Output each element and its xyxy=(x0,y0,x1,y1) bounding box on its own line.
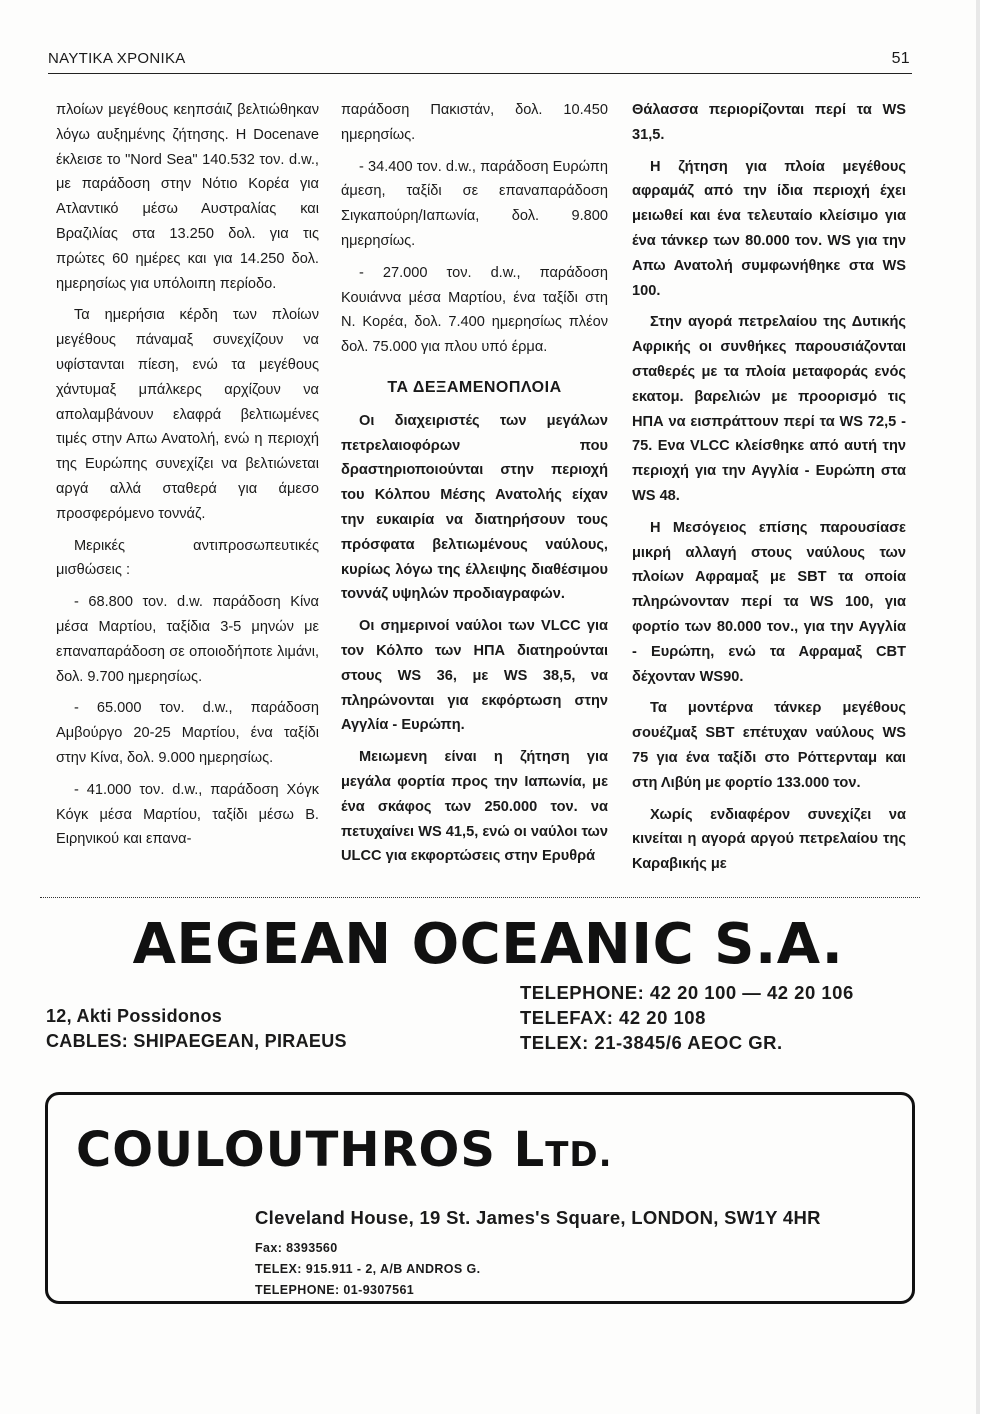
couloutros-ad-title xyxy=(76,1122,613,1178)
article-column-3 xyxy=(632,98,906,884)
paragraph: παράδοση Πακιστάν, δολ. 10.450 ημερησίως. xyxy=(341,102,608,143)
paragraph: Οι σημερινοί ναύλοι των VLCC για τον Κόλπο των ΗΠΑ διατηρούνται στους WS 36, με WS 38,5, να πληρώνονται για εκφόρτωση στην Αγγλία - Ευρώπη. xyxy=(341,618,608,734)
paragraph: Μειωμενη είναι η ζήτηση για μεγάλα φορτία προς την Ιαπωνία, με ένα σκάφος των 250.000 τον. να πετυχαίνει WS 41,5, ενώ οι ναύλοι των ULCC για εκφορτώσεις στην Ερυθρά xyxy=(341,749,608,865)
aegean-address-block xyxy=(46,1004,347,1054)
paragraph: - 41.000 τον. d.w., παράδοση Χόγκ Κόγκ μέσα Μαρτίου, ταξίδι μέσω Β. Ειρηνικού και επανα- xyxy=(56,781,319,848)
page-header xyxy=(48,50,910,72)
paragraph: Τα ημερήσια κέρδη των πλοίων μεγέθους πάναμαξ συνεχίζουν να υφίστανται πίεση, ενώ τα μεγέθους χάντυμαξ μπάλκερς αρχίζουν να απολαμβάνουν ελαφρά βελτιωμένες τιμές στην Απω Ανατολή, ενώ η περιοχή της Ευρώπης συνεχίζει να βελτιώνεται αργά αλλά σταθερά για άμεσο προσφερόμενο τοννάζ. xyxy=(56,307,319,522)
couloutros-fax: Fax: 8393560 xyxy=(255,1241,338,1255)
article-column-1 xyxy=(56,98,319,859)
paragraph: - 68.800 τον. d.w. παράδοση Κίνα μέσα Μαρτίου, ταξίδια 3-5 μηνών με επαναπαράδοση σε οποιοδήποτε λιμάνι, δολ. 9.700 ημερησίως. xyxy=(56,594,319,685)
page-number: 51 xyxy=(891,50,910,67)
aegean-telephone: TELEPHONE: 42 20 100 — 42 20 106 xyxy=(520,982,854,1003)
paragraph: πλοίων μεγέθους κεηπσάιζ βελτιώθηκαν λόγω αυξημένης ζήτησης. Η Docenave έκλεισε το "Nord Sea" 140.532 τον. d.w., με παράδοση στην Νότιο Κορέα για Ατλαντικό μέσω Αυστραλίας και Βραζιλίας στα 13.250 δολ. για τις πρώτες 60 ημέρες και για 14.250 δολ. ημερησίως για υπόλοιπη περίοδο. xyxy=(56,102,319,292)
paragraph: Θάλασσα περιορίζονται περί τα WS 31,5. xyxy=(632,102,906,143)
journal-title: ΝΑΥΤΙΚΑ ΧΡΟΝΙΚΑ xyxy=(48,50,186,67)
couloutros-title-suffix: TD. xyxy=(545,1135,613,1175)
aegean-address-line: 12, Akti Possidonos xyxy=(46,1006,223,1026)
aegean-telefax: TELEFAX: 42 20 108 xyxy=(520,1007,706,1028)
aegean-telex: TELEX: 21-3845/6 AEOC GR. xyxy=(520,1032,783,1053)
paragraph: Μερικές αντιπροσωπευτικές μισθώσεις : xyxy=(56,537,319,579)
page-edge xyxy=(976,0,980,1414)
couloutros-title-main: COULOUTHROS L xyxy=(76,1122,546,1178)
paragraph: Η ζήτηση για πλοία μεγέθους αφραμάζ από την ίδια περιοχή έχει μειωθεί και ένα τελευταίο κλείσιμο για ένα τάνκερ των 80.000 τον. WS για την Απω Ανατολή συμφωνήθηκε στα WS 100. xyxy=(632,158,906,299)
couloutros-contact-block xyxy=(255,1238,481,1301)
aegean-ad-title: AEGEAN OCEANIC S.A. xyxy=(132,912,844,977)
section-heading: ΤΑ ΔΕΞΑΜΕΝΟΠΛΟΙΑ xyxy=(387,378,562,396)
paragraph: - 27.000 τον. d.w., παράδοση Κουιάννα μέσα Μαρτίου, ένα ταξίδι στη Ν. Κορέα, δολ. 7.400 ημερησίως πλέον δολ. 75.000 για πλου υπό έρμα. xyxy=(341,264,608,356)
aegean-contact-block xyxy=(520,980,854,1055)
paragraph: Χωρίς ενδιαφέρον συνεχίζει να κινείται η αγορά αργού πετρελαίου της Καραβικής με xyxy=(632,806,906,873)
paragraph: Τα μοντέρνα τάνκερ μεγέθους σουέζμαξ SBT επέτυχαν ναύλους WS 75 για ένα ταξίδι στο Ρόττερνταμ και στη Λιβύη με φορτίο 133.000 τον. xyxy=(632,700,906,791)
paragraph: Η Μεσόγειος επίσης παρουσίασε μικρή αλλαγή στους ναύλους των πλοίων Αφραμαξ με SBT τα οποία πληρώνονταν περί τα WS 100, για φορτίο των 80.000 τον., για την Αγγλία - Ευρώπη, ενώ τα Αφραμαξ CBT δέχονταν WS90. xyxy=(632,519,906,685)
paragraph: - 34.400 τον. d.w., παράδοση Ευρώπη άμεση, ταξίδι σε επαναπαράδοση Σιγκαπούρη/Ιαπωνία, δολ. 9.800 ημερησίως. xyxy=(341,158,608,249)
article-column-2 xyxy=(341,98,608,876)
couloutros-telephone: TELEPHONE: 01-9307561 xyxy=(255,1283,415,1297)
advertisement-divider xyxy=(40,897,920,898)
paragraph: Στην αγορά πετρελαίου της Δυτικής Αφρικής οι συνθήκες παρουσιάζονται σταθερές με τα πλοία μεταφοράς ενός εκατομ. βαρελιών με προορισμό τις ΗΠΑ να εισπράττουν περί τα WS 72,5 - 75. Ενα VLCC κλείσθηκε από αυτή την περιοχή για την Αγγλία - Ευρώπη στα WS 48. xyxy=(632,314,906,504)
paragraph: Οι διαχειριστές των μεγάλων πετρελαιοφόρων που δραστηριοποιούνται στην περιοχή του Κόλπου Μέσης Ανατολής είχαν την ευκαιρία να διατηρήσουν τους πρόσφατα βελτιωμένους ναύλους, κυρίως λόγω της έλλειψης διαθέσιμου τοννάζ υψηλών προδιαγραφών. xyxy=(341,412,608,603)
couloutros-telex: TELEX: 915.911 - 2, A/B ANDROS G. xyxy=(255,1262,481,1276)
paragraph: - 65.000 τον. d.w., παράδοση Αμβούργο 20-25 Μαρτίου, ένα ταξίδι στην Κίνα, δολ. 9.000 ημερησίως. xyxy=(56,700,319,766)
couloutros-address: Cleveland House, 19 St. James's Square, LONDON, SW1Y 4HR xyxy=(255,1207,821,1228)
aegean-cables-line: CABLES: SHIPAEGEAN, PIRAEUS xyxy=(46,1031,347,1051)
header-rule xyxy=(48,73,912,74)
